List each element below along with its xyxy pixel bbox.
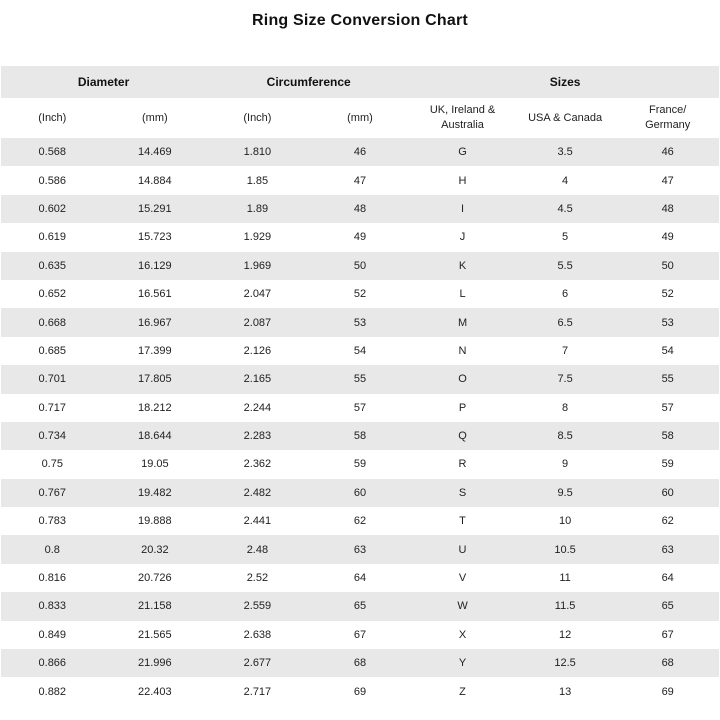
table-cell: 50 <box>661 259 674 272</box>
table-cell: 0.668 <box>38 316 67 329</box>
table-cell: 19.888 <box>138 515 172 528</box>
table-cell: 10 <box>558 515 572 528</box>
table-cell: 68 <box>353 657 367 670</box>
table-cell: 63 <box>353 543 367 556</box>
table-header <box>1 66 719 138</box>
table-cell: R <box>458 458 467 471</box>
table-cell: S <box>458 486 467 499</box>
table-cell: 11 <box>559 572 571 585</box>
table-cell: 5 <box>562 231 569 244</box>
table-cell: J <box>459 231 466 244</box>
table-row <box>1 394 719 422</box>
table-row <box>1 138 719 166</box>
table-cell: 55 <box>661 373 674 386</box>
table-cell: Y <box>458 657 467 670</box>
page-title: Ring Size Conversion Chart <box>252 12 468 29</box>
table-row <box>1 280 719 308</box>
table-cell: 57 <box>661 401 674 414</box>
table-cell: 2.717 <box>243 685 272 698</box>
table-cell: 2.482 <box>243 486 272 499</box>
table-cell: P <box>458 401 467 414</box>
table-cell: 16.967 <box>138 316 172 329</box>
table-cell: 67 <box>661 628 674 641</box>
column-header-usa-canada: USA & Canada <box>514 98 617 138</box>
table-cell: 0.767 <box>38 486 67 499</box>
table-cell: 2.047 <box>243 288 272 301</box>
table-row <box>1 592 719 620</box>
table-row <box>1 479 719 507</box>
table-cell: 67 <box>353 628 367 641</box>
table-cell: 65 <box>661 600 674 613</box>
table-cell: 57 <box>353 401 367 414</box>
table-row <box>1 337 719 365</box>
table-cell: 7 <box>562 344 569 357</box>
table-row <box>1 308 719 336</box>
table-cell: 0.866 <box>38 657 67 670</box>
table-cell: 19.05 <box>141 458 169 471</box>
table-cell: 65 <box>353 600 367 613</box>
table-row <box>1 621 719 649</box>
table-cell: X <box>458 628 467 641</box>
table-cell: 59 <box>661 458 674 471</box>
table-cell: 13 <box>558 685 572 698</box>
table-cell: 1.85 <box>246 174 269 187</box>
table-cell: 4 <box>562 174 569 187</box>
table-cell: 58 <box>661 430 674 443</box>
table-cell: 0.586 <box>38 174 67 187</box>
table-cell: I <box>461 202 465 215</box>
table-cell: 21.996 <box>138 657 172 670</box>
table-cell: 1.969 <box>243 259 272 272</box>
table-cell: 2.638 <box>243 628 272 641</box>
table-cell: 0.652 <box>38 288 67 301</box>
table-row <box>1 166 719 194</box>
table-cell: 6 <box>562 288 569 301</box>
table-cell: 50 <box>353 259 367 272</box>
column-header-uk-ireland-australia: UK, Ireland & Australia <box>411 98 514 138</box>
table-cell: 18.644 <box>138 430 172 443</box>
table-cell: 7.5 <box>557 373 573 386</box>
table-body <box>1 138 719 706</box>
table-row <box>1 450 719 478</box>
table-cell: T <box>459 515 466 528</box>
table-cell: 14.884 <box>138 174 172 187</box>
table-cell: 58 <box>353 430 367 443</box>
table-cell: 60 <box>661 486 674 499</box>
table-cell: 2.48 <box>246 543 269 556</box>
table-cell: N <box>458 344 467 357</box>
table-cell: 17.805 <box>138 373 172 386</box>
table-cell: 2.362 <box>243 458 272 471</box>
column-header-france-germany: France/ Germany <box>616 98 719 138</box>
table-cell: 8.5 <box>557 430 573 443</box>
table-cell: 0.849 <box>38 628 67 641</box>
column-header-diameter-mm: (mm) <box>104 98 207 138</box>
table-cell: 68 <box>661 657 674 670</box>
table-cell: 14.469 <box>138 146 172 159</box>
table-cell: 0.602 <box>38 202 67 215</box>
table-cell: Q <box>458 430 467 443</box>
table-cell: 12.5 <box>554 657 576 670</box>
table-cell: 47 <box>661 174 674 187</box>
table-cell: 21.158 <box>138 600 172 613</box>
table-row <box>1 649 719 677</box>
table-cell: 1.89 <box>246 202 269 215</box>
column-header-circumference-inch: (Inch) <box>206 98 309 138</box>
table-cell: 69 <box>661 685 674 698</box>
table-cell: 0.619 <box>38 231 67 244</box>
table-cell: M <box>457 316 468 329</box>
table-cell: V <box>458 572 467 585</box>
table-cell: 18.212 <box>138 401 172 414</box>
table-group-header-row <box>1 66 719 98</box>
table-cell: 52 <box>661 288 674 301</box>
table-row <box>1 365 719 393</box>
table-row <box>1 252 719 280</box>
table-row <box>1 507 719 535</box>
table-cell: 2.165 <box>243 373 272 386</box>
table-cell: 64 <box>661 572 674 585</box>
ring-size-conversion-table <box>1 66 719 706</box>
table-cell: 0.816 <box>38 572 67 585</box>
table-cell: L <box>459 288 466 301</box>
table-cell: 8 <box>562 401 569 414</box>
table-cell: Z <box>459 685 466 698</box>
table-cell: 2.087 <box>243 316 272 329</box>
table-cell: 19.482 <box>138 486 172 499</box>
table-row <box>1 223 719 251</box>
table-cell: 22.403 <box>138 685 172 698</box>
table-row <box>1 195 719 223</box>
table-cell: 15.723 <box>138 231 172 244</box>
column-header-diameter-inch: (Inch) <box>1 98 104 138</box>
table-cell: 0.882 <box>38 685 67 698</box>
table-subheader-row <box>1 98 719 138</box>
table-cell: 2.559 <box>243 600 272 613</box>
table-cell: 54 <box>353 344 367 357</box>
table-cell: 20.726 <box>138 572 172 585</box>
table-cell: 11.5 <box>554 600 576 613</box>
group-header-sizes: Sizes <box>411 66 719 98</box>
table-cell: 0.701 <box>38 373 67 386</box>
table-cell: 0.833 <box>38 600 67 613</box>
table-cell: H <box>458 174 467 187</box>
table-row <box>1 422 719 450</box>
table-cell: G <box>458 146 467 159</box>
table-cell: 62 <box>661 515 674 528</box>
table-cell: 0.635 <box>38 259 67 272</box>
table-cell: 2.441 <box>243 515 272 528</box>
table-cell: 2.52 <box>246 572 269 585</box>
table-cell: 0.568 <box>38 146 67 159</box>
table-cell: 46 <box>353 146 367 159</box>
table-cell: 69 <box>353 685 367 698</box>
table-cell: 4.5 <box>557 202 573 215</box>
table-cell: 54 <box>661 344 674 357</box>
table-cell: 0.685 <box>38 344 67 357</box>
table-cell: 16.129 <box>138 259 172 272</box>
table-cell: 6.5 <box>557 316 573 329</box>
table-cell: 47 <box>353 174 367 187</box>
table-cell: 2.244 <box>243 401 272 414</box>
table-row <box>1 535 719 563</box>
table-cell: 0.717 <box>38 401 67 414</box>
column-header-circumference-mm: (mm) <box>309 98 412 138</box>
table-cell: 0.75 <box>41 458 63 471</box>
table-cell: 62 <box>353 515 367 528</box>
table-cell: 2.126 <box>243 344 272 357</box>
table-cell: 60 <box>353 486 367 499</box>
table-cell: 53 <box>661 316 674 329</box>
table-cell: 17.399 <box>138 344 172 357</box>
table-cell: 48 <box>661 202 674 215</box>
group-header-circumference: Circumference <box>206 66 411 98</box>
table-cell: 55 <box>353 373 367 386</box>
table-cell: 9.5 <box>557 486 573 499</box>
table-cell: U <box>458 543 467 556</box>
table-cell: 49 <box>353 231 367 244</box>
table-cell: K <box>458 259 467 272</box>
table-cell: 10.5 <box>554 543 576 556</box>
table-cell: O <box>458 373 467 386</box>
table-cell: 21.565 <box>138 628 172 641</box>
table-cell: 3.5 <box>557 146 573 159</box>
table-cell: 5.5 <box>557 259 573 272</box>
table-cell: 52 <box>353 288 367 301</box>
table-row <box>1 677 719 705</box>
table-cell: 0.8 <box>44 543 60 556</box>
table-cell: 16.561 <box>138 288 172 301</box>
table-cell: 9 <box>562 458 569 471</box>
table-cell: 0.783 <box>38 515 67 528</box>
table-cell: 49 <box>661 231 674 244</box>
table-cell: W <box>457 600 468 613</box>
group-header-diameter: Diameter <box>1 66 206 98</box>
table-cell: 1.929 <box>243 231 272 244</box>
table-cell: 53 <box>353 316 367 329</box>
table-cell: 64 <box>353 572 367 585</box>
table-cell: 12 <box>558 628 572 641</box>
table-cell: 20.32 <box>141 543 169 556</box>
table-cell: 59 <box>353 458 367 471</box>
table-row <box>1 564 719 592</box>
table-cell: 0.734 <box>38 430 67 443</box>
table-cell: 2.677 <box>243 657 272 670</box>
table-cell: 46 <box>661 146 674 159</box>
table-cell: 63 <box>661 543 674 556</box>
table-cell: 2.283 <box>243 430 272 443</box>
table-cell: 48 <box>353 202 367 215</box>
table-cell: 15.291 <box>138 202 172 215</box>
table-cell: 1.810 <box>243 146 272 159</box>
